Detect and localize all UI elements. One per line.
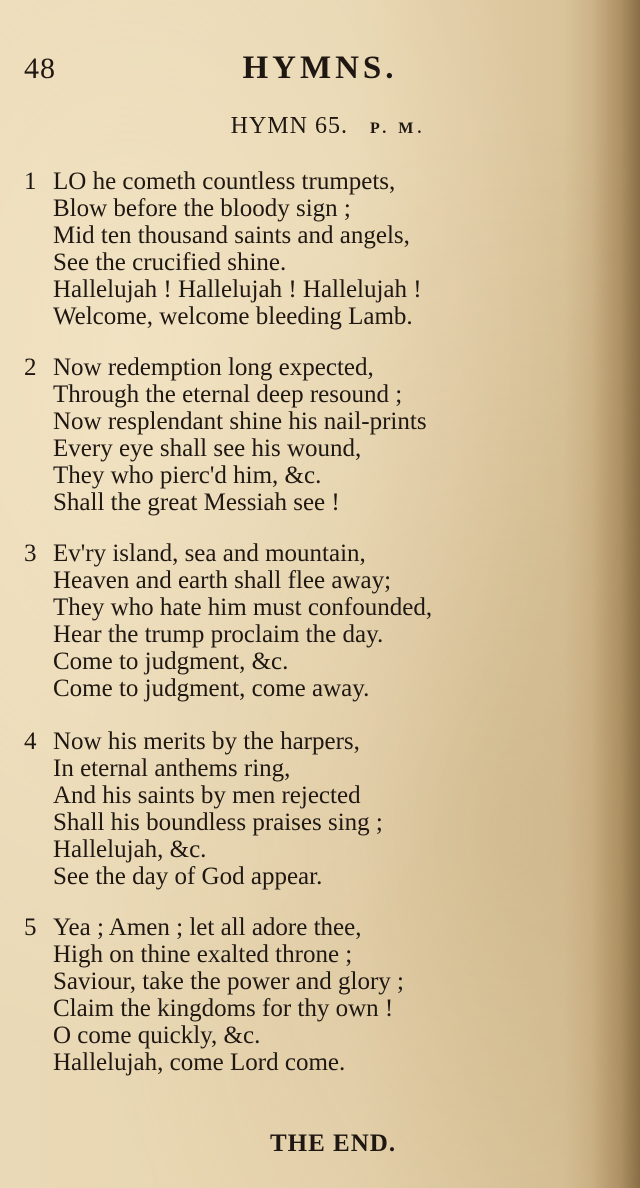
verse-line: Heaven and earth shall flee away; [53, 567, 392, 594]
stanza-number: 4 [24, 728, 37, 755]
hymn-title [0, 113, 640, 140]
verse-line: Hallelujah, &c. [53, 836, 207, 863]
verse-line: LO he cometh countless trumpets, [53, 168, 396, 195]
verse-line: See the day of God appear. [53, 863, 323, 890]
hymn-title-text: HYMN 65. [230, 113, 348, 139]
hymn-meter: P. M. [369, 120, 426, 137]
verse-line: Now resplendant shine his nail-prints [53, 408, 427, 435]
stanza-number: 1 [24, 168, 37, 195]
stanza-number: 3 [24, 540, 37, 567]
verse-line: Saviour, take the power and glory ; [53, 968, 404, 995]
stanza-4 [24, 728, 494, 890]
verse-line: O come quickly, &c. [53, 1022, 261, 1049]
end-text: THE END. [270, 1130, 397, 1157]
stanza-number: 5 [24, 914, 37, 941]
running-head: HYMNS. [242, 50, 398, 86]
verse-line: Welcome, welcome bleeding Lamb. [53, 303, 413, 330]
verse-line: And his saints by men rejected [53, 782, 361, 809]
page-number: 48 [24, 52, 56, 85]
stanza-1 [24, 168, 494, 330]
verse-line: Blow before the bloody sign ; [53, 195, 351, 222]
verse-line: Now redemption long expected, [53, 354, 374, 381]
verse-line: Come to judgment, &c. [53, 648, 289, 675]
verse-line: Through the eternal deep resound ; [53, 381, 403, 408]
page-edge-shadow [592, 0, 640, 1188]
verse-line: In eternal anthems ring, [53, 755, 291, 782]
verse-line: Ev'ry island, sea and mountain, [53, 540, 366, 567]
verse-line: Hallelujah, come Lord come. [53, 1049, 346, 1076]
verse-line: Now his merits by the harpers, [53, 728, 360, 755]
verse-line: Shall his boundless praises sing ; [53, 809, 383, 836]
stanza-5 [24, 914, 494, 1076]
verse-line: They who hate him must confounded, [53, 594, 433, 621]
verse-line: Shall the great Messiah see ! [53, 489, 340, 516]
verse-line: High on thine exalted throne ; [53, 941, 353, 968]
verse-line: They who pierc'd him, &c. [53, 462, 322, 489]
stanza-number: 2 [24, 354, 37, 381]
verse-line: Yea ; Amen ; let all adore thee, [53, 914, 362, 941]
verse-line: Hear the trump proclaim the day. [53, 621, 384, 648]
stanza-3 [24, 540, 494, 702]
verse-line: See the crucified shine. [53, 249, 287, 276]
verse-line: Hallelujah ! Hallelujah ! Hallelujah ! [53, 276, 422, 303]
verse-line: Mid ten thousand saints and angels, [53, 222, 410, 249]
stanza-2 [24, 354, 494, 516]
verse-line: Claim the kingdoms for thy own ! [53, 995, 394, 1022]
verse-line: Come to judgment, come away. [53, 675, 370, 702]
verse-line: Every eye shall see his wound, [53, 435, 362, 462]
